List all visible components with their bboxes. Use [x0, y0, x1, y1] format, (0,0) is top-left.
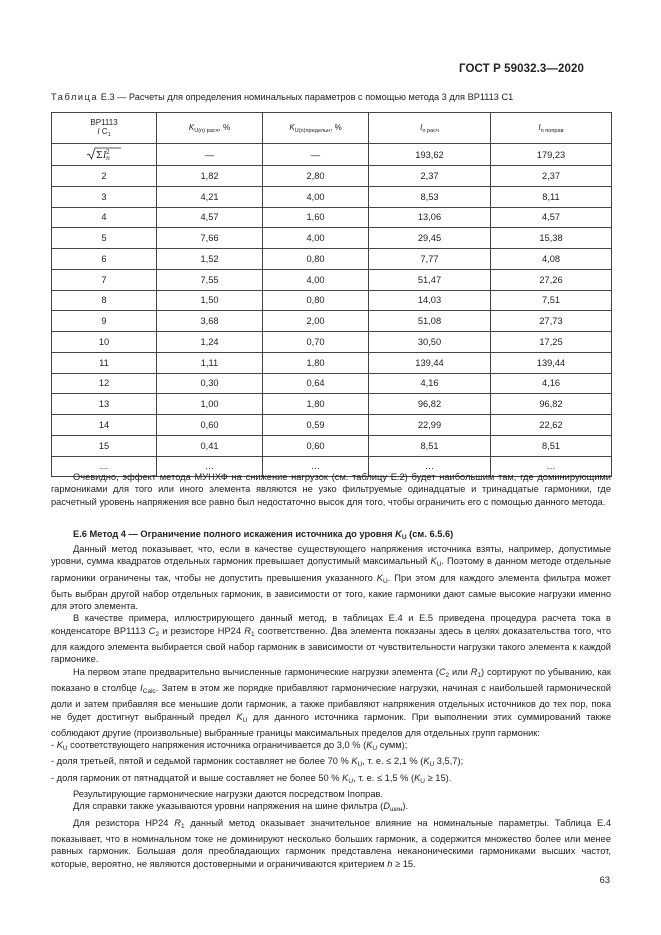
table-row	[52, 166, 612, 187]
document-code: ГОСТ Р 59032.3—2020	[459, 63, 584, 75]
cell: 11	[52, 352, 157, 373]
cell: 3	[52, 186, 157, 207]
cell: …	[263, 456, 369, 477]
cell: 7,55	[157, 269, 263, 290]
list-item: - доля третьей, пятой и седьмой гармоник составляет не более 70 % $K_U$, т. е. ≤ 2,1 % ($K_U$ 3,5,7);	[51, 756, 464, 769]
cell: 0,30	[157, 373, 263, 394]
cell: …	[369, 456, 491, 477]
cell: 2,37	[491, 166, 612, 187]
paragraph-conclusion: Очевидно, эффект метода МУНХФ на снижение нагрузок (см. таблицу Е.2) будет наибольшим там, где доминирующими гармониками для того или иного элемента являются не узко фильтруемые одинадцатые и тринадцатые гармоники, где расчетный уровень напряжения все равно был недостаточно высок для того, чтобы ограничить его с помощью данного метода.	[51, 472, 611, 507]
cell: 7	[52, 269, 157, 290]
cell: 1,11	[157, 352, 263, 373]
paragraph: Для резистора НР24 $R_1$ данный метод оказывает значительное влияние на номинальные параметры. Таблица Е.4 показывает, что в номинальном токе не доминируют несколько больших гармоник, а содержится множество более или менее равных гармоник. Большая доля преобладающих гармоник представлена неканоническими гармониками высших частот, которые, вероятно, не являются достоверными и ограничиваются критерием h ≥ 15.	[51, 817, 611, 869]
cell: 2,80	[263, 166, 369, 187]
table-row	[52, 394, 612, 415]
list-item: - доля гармоник от пятнадцатой и выше составляет не более 50 % $K_U$, т. е. ≤ 1,5 % $(K_U \ge 15)$.	[51, 772, 452, 785]
cell: 2	[52, 166, 157, 187]
cell: 96,82	[369, 394, 491, 415]
cell: 4,00	[263, 186, 369, 207]
cell: 6	[52, 249, 157, 270]
cell: 193,62	[369, 144, 491, 166]
cell: 51,08	[369, 311, 491, 332]
cell: 179,23	[491, 144, 612, 166]
cell: 0,59	[263, 415, 369, 436]
cell: 27,73	[491, 311, 612, 332]
header-i-corrected: $I_{n поправ}$	[491, 113, 612, 144]
cell: 1,80	[263, 352, 369, 373]
cell: 4,00	[263, 228, 369, 249]
cell: 4,08	[491, 249, 612, 270]
cell: 8,11	[491, 186, 612, 207]
calculation-table	[51, 112, 612, 477]
svg-text:2: 2	[106, 148, 110, 156]
cell: 4,16	[369, 373, 491, 394]
cell: 0,64	[263, 373, 369, 394]
cell: 1,80	[263, 394, 369, 415]
cell: 1,50	[157, 290, 263, 311]
table-row	[52, 207, 612, 228]
cell: 29,45	[369, 228, 491, 249]
cell: 8,51	[369, 435, 491, 456]
paragraph: На первом этапе предварительно вычисленные гармонические нагрузки элемента ($C_2$ или $R_1$) сортируют по убыванию, как показано в столбце $I_{Calc}$. Затем в этом же порядке прибавляют гармонические нагрузки, начиная с наибольшей гармонической доли и затем прибавляя все меньшие доли гармоник, а также прибавляют напряжения отдельных источников до тех пор, пока не будет достигнут выбранный предел $K_U$ для данного источника гармоник. При выполнении этих суммирований также соблюдают другие (произвольные) выбранные границы максимальных пределов для отдельных групп гармоник:	[51, 666, 611, 738]
cell: 10	[52, 332, 157, 353]
paragraph: Данный метод показывает, что, если в качестве существующего напряжения источника взяты, например, допустимые уровни, сумма квадратов отдельных гармоник превышает допустимый максимальный $K_U$. Поэтому в данном методе отдельные гармоники ограничены так, чтобы не допустить превышения указанного $K_U$. При этом для каждого элемента фильтра может быть выбран другой набор отдельных гармоник, в зависимости от того, какие гармоники дают самые высокие нагрузки именно для этого элемента.	[51, 544, 612, 612]
cell: 51,47	[369, 269, 491, 290]
cell: 15,38	[491, 228, 612, 249]
cell: 4,16	[491, 373, 612, 394]
table-row	[52, 373, 612, 394]
cell: 4,21	[157, 186, 263, 207]
svg-text:I: I	[103, 150, 107, 161]
cell: 15	[52, 435, 157, 456]
cell: 22,62	[491, 415, 612, 436]
cell: 4,00	[263, 269, 369, 290]
cell: 139,44	[369, 352, 491, 373]
cell: 14	[52, 415, 157, 436]
cell: 27,26	[491, 269, 612, 290]
cell: 17,25	[491, 332, 612, 353]
section-heading: Е.6 Метод 4 — Ограничение полного искажения источника до уровня $K_U$ (см. 6.5.6)	[73, 529, 454, 541]
cell: —	[157, 144, 263, 166]
table-row	[52, 249, 612, 270]
table-caption: Таблица Е.3 — Расчеты для определения номинальных параметров с помощью метода 3 для ВР1113 С1	[51, 92, 514, 102]
table-row	[52, 311, 612, 332]
table-row	[52, 186, 612, 207]
table-row	[52, 269, 612, 290]
cell: 0,80	[263, 290, 369, 311]
table-row	[52, 415, 612, 436]
cell: 9	[52, 311, 157, 332]
list-item: - $K_U$ соответствующего напряжения источника ограничивается до 3,0 % ($K_U$ сумм);	[51, 740, 408, 753]
cell: 4	[52, 207, 157, 228]
cell: 7,77	[369, 249, 491, 270]
cell: 8	[52, 290, 157, 311]
cell: 22,99	[369, 415, 491, 436]
cell: 1,82	[157, 166, 263, 187]
cell: 2,00	[263, 311, 369, 332]
cell: 139,44	[491, 352, 612, 373]
cell: 0,70	[263, 332, 369, 353]
cell: 12	[52, 373, 157, 394]
header-harmonic: ВР1113 I $C_1$	[52, 113, 157, 144]
cell: 4,57	[157, 207, 263, 228]
root-sum-square-icon	[86, 147, 122, 161]
table-row	[52, 435, 612, 456]
table-row	[52, 228, 612, 249]
cell: 0,80	[263, 249, 369, 270]
cell: 7,51	[491, 290, 612, 311]
section-body	[51, 543, 611, 870]
cell: 14,03	[369, 290, 491, 311]
cell: 0,41	[157, 435, 263, 456]
svg-text:Σ: Σ	[96, 150, 103, 161]
cell: …	[157, 456, 263, 477]
cell: 13	[52, 394, 157, 415]
cell: 8,53	[369, 186, 491, 207]
cell: 7,66	[157, 228, 263, 249]
cell: 3,68	[157, 311, 263, 332]
cell: …	[52, 456, 157, 477]
cell: 0,60	[263, 435, 369, 456]
sum-symbol	[52, 144, 157, 166]
cell: 0,60	[157, 415, 263, 436]
cell: 5	[52, 228, 157, 249]
cell: 30,50	[369, 332, 491, 353]
header-i-calc: $I_{n расч}$	[369, 113, 491, 144]
header-ku-limit: $K_{U(n)предельн}$, %	[263, 113, 369, 144]
table-row	[52, 290, 612, 311]
cell: 4,57	[491, 207, 612, 228]
cell: 1,24	[157, 332, 263, 353]
paragraph: В качестве примера, иллюстрирующего данный метод, в таблицах Е.4 и Е.5 приведена процедура расчета тока в конденсаторе ВР1113 $C_2$ и резисторе НР24 $R_1$ соответственно. Два элемента показаны здесь в целях доказательства того, что для каждого элемента выбирается свой набор гармоник в зависимости от чувствительности нагрузки такого элемента к каждой гармонике.	[51, 613, 612, 665]
cell: —	[263, 144, 369, 166]
table-row	[52, 352, 612, 373]
paragraph: Для справки также указываются уровни напряжения на шине фильтра $(D_{шин})$.	[73, 801, 409, 814]
paragraph: Результирующие гармонические нагрузки даются посредством Iпоправ.	[73, 789, 384, 800]
cell: 8,51	[491, 435, 612, 456]
cell: 96,82	[491, 394, 612, 415]
cell: 1,52	[157, 249, 263, 270]
table-row	[52, 332, 612, 353]
table-header-row	[52, 113, 612, 144]
page-number: 63	[599, 875, 610, 885]
cell: 2,37	[369, 166, 491, 187]
cell: 1,00	[157, 394, 263, 415]
cell: 1,60	[263, 207, 369, 228]
cell: 13,06	[369, 207, 491, 228]
sum-row	[52, 144, 612, 166]
header-ku-calc: $K_{U(n) расч}$, %	[157, 113, 263, 144]
svg-text:n: n	[106, 154, 110, 161]
cell: …	[491, 456, 612, 477]
